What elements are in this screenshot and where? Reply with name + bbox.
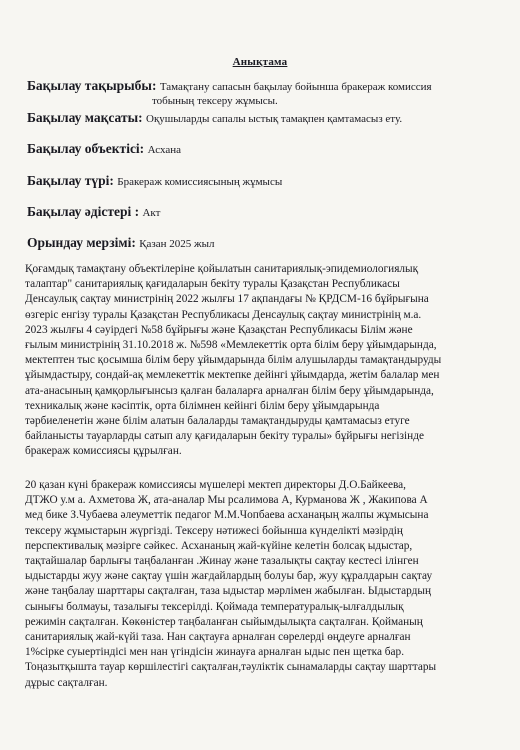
paragraph-line: бракераж комиссиясы құрылған. bbox=[25, 445, 182, 458]
paragraph-line: санитариялық жай-күйі таза. Нан сақтауға арналған сөрелерді өңдеуге арналған bbox=[25, 631, 411, 644]
purpose-label: Бақылау мақсаты: bbox=[27, 110, 143, 125]
method-field bbox=[27, 203, 160, 222]
type-label: Бақылау түрі: bbox=[27, 173, 114, 188]
topic-value-line1: Тамақтану сапасын бақылау бойынша бракераж комиссия bbox=[159, 81, 432, 93]
paragraph-line: тақтайшалар барлығы таңбаланған .Жинау және тазалықты сақтау кестесі ілінген bbox=[25, 555, 419, 568]
paragraph-line: тексеру жұмыстарын жүргізді. Тексеру нәтижесі бойынша күнделікті мәзірдің bbox=[25, 524, 403, 537]
paragraph-line: дұрыс сақталған. bbox=[25, 676, 108, 689]
paragraph-line: және таңбалау шарттары сақталған, таза ыдыстар мәрлімен жабылған. Ыдыстардың bbox=[25, 585, 432, 598]
type-value: Бракераж комиссиясының жұмысы bbox=[117, 176, 283, 188]
topic-label: Бақылау тақырыбы: bbox=[27, 78, 157, 93]
topic-value-line2: тобының тексеру жұмысы. bbox=[152, 95, 278, 107]
purpose-value: Оқушыларды сапалы ыстық тамақпен қамтамасыз ету. bbox=[146, 113, 403, 125]
paragraph-line: ғылым министрінің 31.10.2018 ж. №598 «Мемлекеттік орта білім беру ұйымдарында, bbox=[25, 339, 437, 352]
paragraph-line: 20 қазан күні бракераж комиссиясы мүшелері мектеп директоры Д.О.Байкеева, bbox=[25, 479, 406, 491]
method-label: Бақылау әдістері : bbox=[27, 204, 140, 219]
object-label: Бақылау объектісі: bbox=[27, 141, 145, 156]
object-value: Асхана bbox=[147, 144, 181, 156]
paragraph-line: мектептен тыс қосымша білім беру ұйымдарында білім алушыларды тамақтандыруды bbox=[25, 354, 442, 367]
paragraph-line: өзгеріс енгізу туралы Қазақстан Республикасы Денсаулық сақтау министрінің м.а. bbox=[25, 308, 422, 321]
paragraph-line: Денсаулық сақтау министрінің 2022 жылғы 17 ақпандағы № ҚРДСМ-16 бұйрығына bbox=[25, 293, 429, 306]
paragraph-line: ДТЖО у.м а. Ахметова Ж, ата-аналар Мы рсалимова А, Курманова Ж , Жакипова А bbox=[25, 494, 428, 507]
purpose-field bbox=[27, 109, 402, 128]
paragraph-legal-basis bbox=[25, 262, 503, 460]
document-title: Анықтама bbox=[232, 56, 288, 68]
paragraph-line: сынығы болмауы, тазалығы тексерілді. Қоймада температуралық-ылғалдылық bbox=[25, 600, 404, 613]
method-value: Акт bbox=[142, 207, 161, 219]
paragraph-line: тәрбиеленетін және білім алатын балаларды тамақтандыруды қамтамасыз етуге bbox=[25, 415, 410, 428]
deadline-field bbox=[27, 234, 215, 253]
paragraph-line: 1%сірке суыертіндісі мен нан үгіндісін жинауға арналған ыдыс пен щетка бар. bbox=[25, 646, 405, 659]
paragraph-inspection-results bbox=[25, 478, 503, 691]
paragraph-line: режимін сақталған. Көкөністер таңбаланған сыйымдылықта сақталған. Қойманың bbox=[25, 615, 423, 628]
paragraph-line: техникалық және кәсіптік, орта білімнен кейінгі білім беру ұйымдарында bbox=[25, 399, 380, 412]
deadline-value: Қазан 2025 жыл bbox=[139, 238, 215, 250]
paragraph-line: ата-анасының қамқорлығынсыз қалған балаларға арналған білім беру ұйымдарында, bbox=[25, 384, 434, 397]
object-field bbox=[27, 140, 181, 159]
paragraph-line: 2023 жылғы 4 сәуірдегі №58 бұйрығы және Қазақстан Республикасы Білім және bbox=[25, 323, 413, 336]
paragraph-line: ыдыстарды жуу және сақтау үшін жағдайлардың болуы бар, жуу құралдарын сақтау bbox=[25, 570, 433, 583]
paragraph-line: байланысты тауарларды сатып алу қағидаларын бекіту туралы» бұйрығы негізінде bbox=[25, 430, 424, 443]
paragraph-line: Тоңазытқышта тауар көршілестігі сақталған,тәуліктік сынамаларды сақтау шарттары bbox=[25, 661, 437, 674]
paragraph-line: Қоғамдық тамақтану объектілеріне қойылатын санитариялық-эпидемиологиялық bbox=[25, 263, 419, 275]
type-field bbox=[27, 172, 282, 191]
paragraph-line: мед бике З.Чубаева әлеуметтік педагог М.М.Чопбаева асханаңың жалпы жұмысына bbox=[25, 509, 429, 522]
paragraph-line: перспективалық мәзірге сәйкес. Асхананың жай-күйіне келетін болсақ ыдыстар, bbox=[25, 539, 413, 552]
paragraph-line: талаптар" санитариялық қағидаларын бекіту туралы Қазақстан Республикасы bbox=[25, 278, 400, 291]
paragraph-line: ұйымдастыру, сондай-ақ мемлекеттік мектепке дейінгі ұйымдарда, жетім балалар мен bbox=[25, 369, 440, 382]
topic-field bbox=[27, 77, 432, 96]
deadline-label: Орындау мерзімі: bbox=[27, 235, 136, 250]
